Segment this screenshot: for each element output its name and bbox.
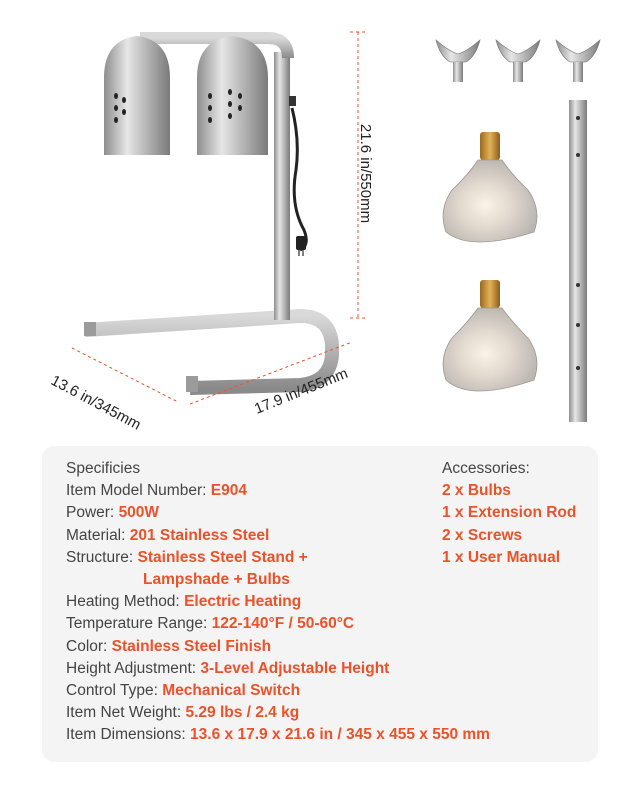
spec-weight: Item Net Weight: 5.29 lbs / 2.4 kg	[66, 704, 300, 722]
specifications-panel	[42, 446, 598, 762]
lampshade-left	[104, 36, 170, 155]
specs-column	[66, 458, 490, 747]
specs-title: Specificies	[66, 460, 141, 477]
spec-material: Material: 201 Stainless Steel	[66, 526, 270, 544]
accessory-item: 1 x User Manual	[442, 548, 561, 566]
accessories-title: Accessories:	[442, 460, 530, 477]
bulb-top	[443, 132, 537, 242]
height-dimension-label: 21.6 in/550mm	[357, 123, 375, 224]
spec-structure-cont: Lampshade + Bulbs	[143, 571, 290, 589]
spec-structure: Structure: Stainless Steel Stand +	[66, 548, 308, 566]
spec-height-adjustment: Height Adjustment: 3-Level Adjustable Height	[66, 659, 390, 677]
wing-screws	[436, 40, 600, 82]
spec-temperature: Temperature Range: 122-140°F / 50-60°C	[66, 615, 355, 633]
accessory-item: 2 x Bulbs	[442, 482, 511, 500]
depth-dimension-label: 13.6 in/345mm	[48, 372, 144, 434]
spec-color: Color: Stainless Steel Finish	[66, 637, 272, 655]
spec-heating: Heating Method: Electric Heating	[66, 593, 302, 611]
bulb-bottom	[443, 280, 537, 391]
extension-rod	[569, 100, 587, 422]
spec-control: Control Type: Mechanical Switch	[66, 682, 301, 700]
lampshade-right	[197, 36, 268, 155]
spec-model: Item Model Number: E904	[66, 482, 247, 500]
spec-power: Power: 500W	[66, 504, 160, 522]
accessories-column	[442, 458, 576, 569]
width-dimension-label: 17.9 in/455mm	[252, 364, 351, 418]
spec-dimensions: Item Dimensions: 13.6 x 17.9 x 21.6 in / 345 x 455 x 550 mm	[66, 726, 490, 744]
accessory-item: 1 x Extension Rod	[442, 504, 577, 522]
accessory-item: 2 x Screws	[442, 526, 523, 544]
